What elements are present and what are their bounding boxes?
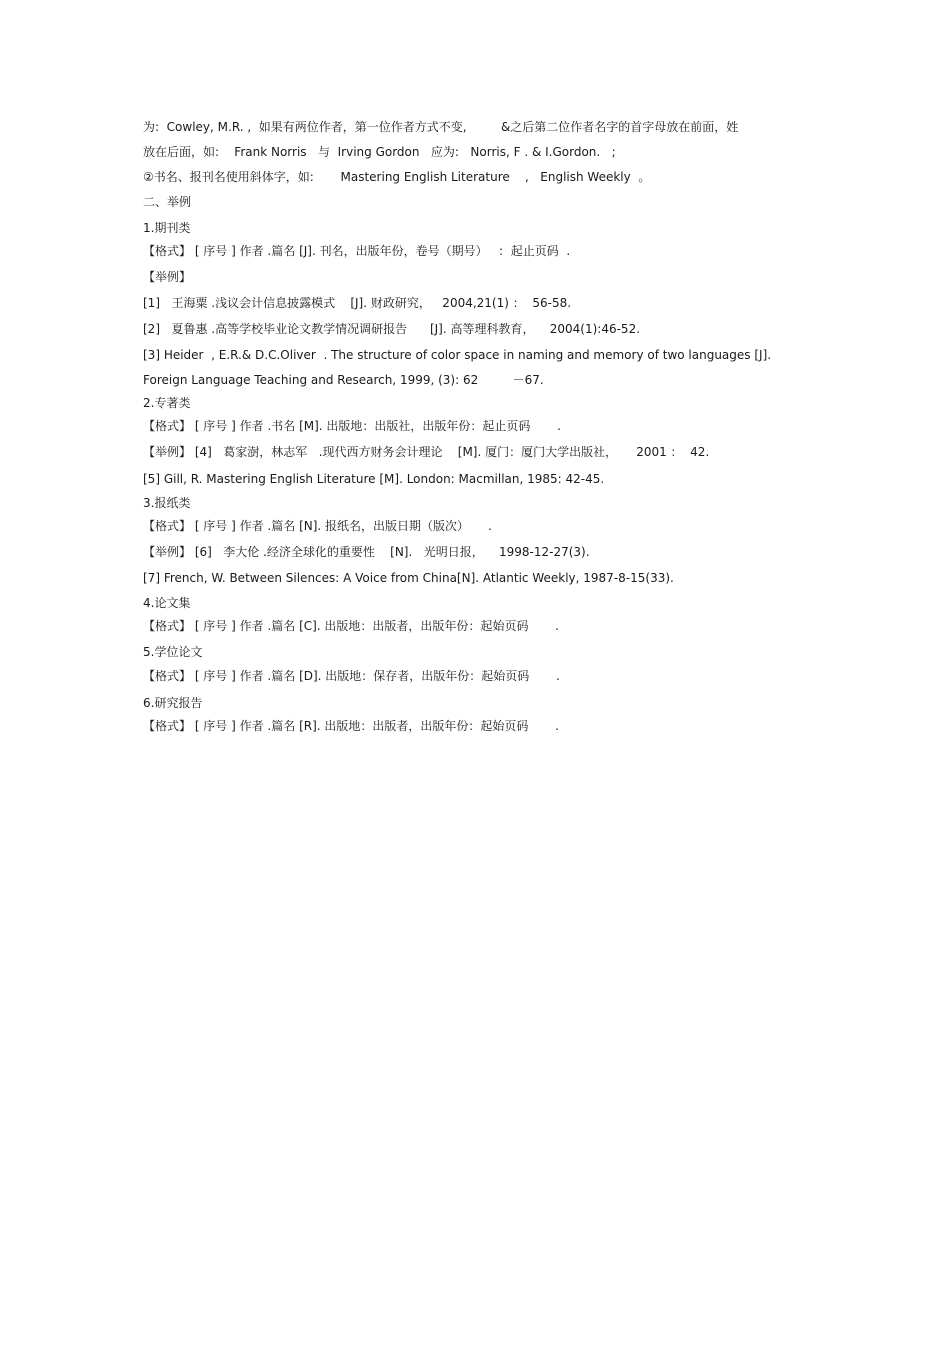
example-label: 【举例】 (143, 270, 192, 284)
text-line: 放在后面，如: Frank Norris 与 Irving Gordon 应为: Norris, F . & I.Gordon. ; (143, 145, 616, 159)
text-line: 为: Cowley, M.R. , 如果有两位作者，第一位作者方式不变, &之后第二位作者名字的首字母放在前面，姓 (143, 120, 739, 134)
subsection-heading: 4.论文集 (143, 596, 191, 610)
reference-item: [5] Gill, R. Mastering English Literature [M]. London: Macmillan, 1985: 42-45. (143, 472, 605, 486)
subsection-heading: 5.学位论文 (143, 645, 203, 659)
subsection-heading: 1.期刊类 (143, 221, 191, 235)
reference-item-continuation: Foreign Language Teaching and Research, 1999, (3): 62 －67. (143, 373, 544, 387)
section-heading: 二、举例 (143, 195, 192, 209)
reference-item: [1] 王海粟 .浅议会计信息披露模式 [J]. 财政研究， 2004,21(1) ： 56-58. (143, 296, 572, 310)
reference-item: [2] 夏鲁惠 .高等学校毕业论文教学情况调研报告 [J]. 高等理科教育， 2004(1):46-52. (143, 322, 641, 336)
subsection-heading: 2.专著类 (143, 396, 191, 410)
format-line: 【格式】 [ 序号 ] 作者 .篇名 [C]. 出版地：出版者，出版年份：起始页码 . (143, 619, 559, 633)
reference-item: 【举例】 [6] 李大伦 .经济全球化的重要性 [N]. 光明日报， 1998-12-27(3). (143, 545, 590, 559)
format-line: 【格式】 [ 序号 ] 作者 .篇名 [J]. 刊名，出版年份，卷号（期号） : 起止页码 . (143, 244, 571, 258)
format-line: 【格式】 [ 序号 ] 作者 .篇名 [N]. 报纸名，出版日期（版次） . (143, 519, 492, 533)
format-line: 【格式】 [ 序号 ] 作者 .书名 [M]. 出版地：出版社，出版年份：起止页码 . (143, 419, 561, 433)
reference-item: 【举例】 [4] 葛家澍，林志军 .现代西方财务会计理论 [M]. 厦门：厦门大学出版社， 2001 ： 42. (143, 445, 710, 459)
format-line: 【格式】 [ 序号 ] 作者 .篇名 [D]. 出版地：保存者，出版年份：起始页码 . (143, 669, 560, 683)
reference-item: [7] French, W. Between Silences: A Voice from China[N]. Atlantic Weekly, 1987-8-15(33). (143, 571, 674, 585)
reference-item: [3] Heider , E.R.& D.C.Oliver . The structure of color space in naming and memory of two languages [J]. (143, 348, 772, 362)
subsection-heading: 6.研究报告 (143, 696, 203, 710)
format-line: 【格式】 [ 序号 ] 作者 .篇名 [R]. 出版地：出版者，出版年份：起始页码 . (143, 719, 559, 733)
text-line: ②书名、报刊名使用斜体字，如: Mastering English Literature , English Weekly 。 (143, 170, 651, 184)
subsection-heading: 3.报纸类 (143, 496, 191, 510)
